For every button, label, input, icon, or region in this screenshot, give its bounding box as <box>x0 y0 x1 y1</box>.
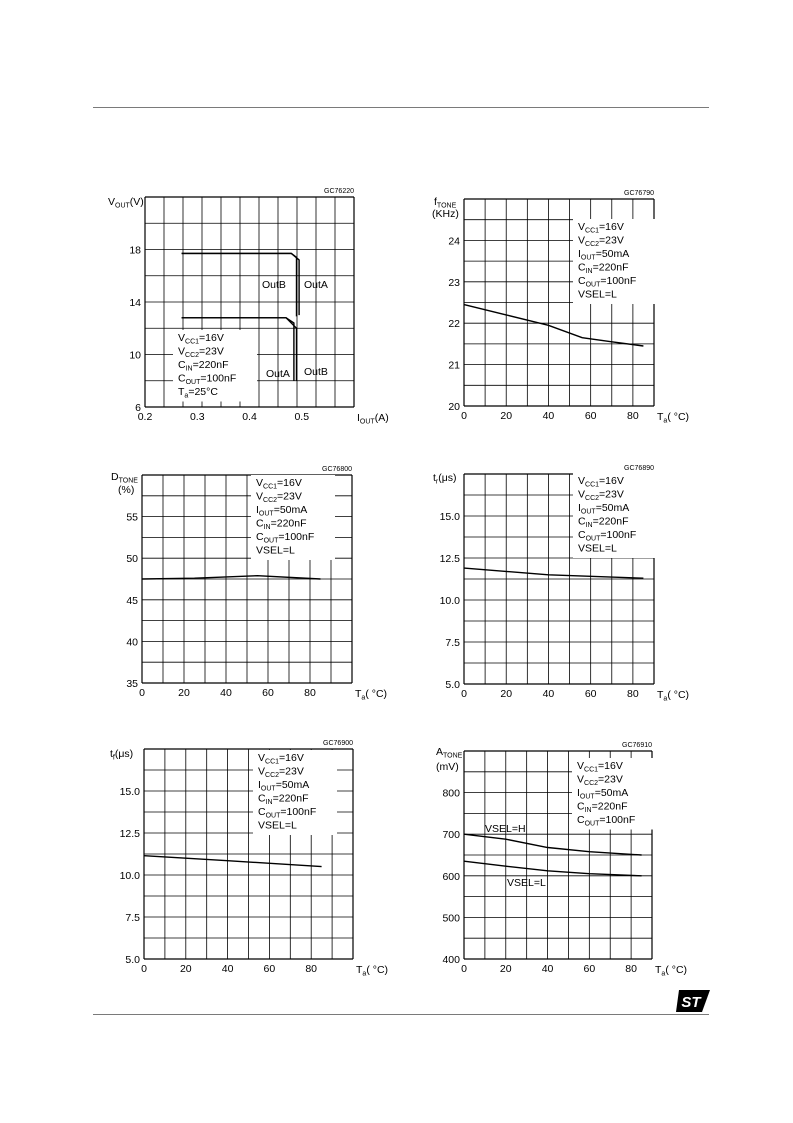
y-tick-label: 40 <box>126 636 138 649</box>
x-tick-label: 0.5 <box>294 411 310 423</box>
condition-text: $V_{CC2}=23V$ <box>577 773 623 787</box>
series-line-1 <box>464 834 642 855</box>
x-axis-label: $T_a$( °C) <box>657 689 690 703</box>
y-tick-label: 15.0 <box>439 511 460 523</box>
x-tick-label: 60 <box>584 688 597 700</box>
condition-text: $I_{OUT}=50mA$ <box>578 248 630 262</box>
y-tick-label: 700 <box>442 829 460 842</box>
y-tick-label: 18 <box>129 244 141 257</box>
y-tick-label: 5.0 <box>125 954 140 966</box>
condition-text: $C_{OUT}=100nF$ <box>258 806 317 820</box>
y-tick-label: 10.0 <box>439 595 460 607</box>
condition-text: $V_{CC1}=16V$ <box>178 332 224 346</box>
y-axis-unit: (%) <box>118 484 135 496</box>
condition-text: $C_{IN}=220nF$ <box>577 800 628 814</box>
chart-code-label: GC76790 <box>624 190 654 197</box>
y-axis-label: $D_{TONE}$ <box>111 471 138 485</box>
x-tick-label: 20 <box>178 687 190 699</box>
condition-text: $I_{OUT}=50mA$ <box>578 502 630 516</box>
condition-text: $V_{CC1}=16V$ <box>258 752 304 766</box>
condition-text: $C_{OUT}=100nF$ <box>578 529 637 543</box>
condition-text: $I_{OUT}=50mA$ <box>577 787 629 801</box>
y-axis-label: $V_{OUT}(V)$ <box>108 196 144 210</box>
y-tick-label: 23 <box>448 276 460 289</box>
condition-text: $C_{OUT}=100nF$ <box>578 275 637 289</box>
x-axis-label: $T_a$( °C) <box>657 411 690 425</box>
y-tick-label: 400 <box>442 954 460 966</box>
condition-text: VSEL=L <box>256 544 295 557</box>
y-tick-label: 35 <box>126 678 138 690</box>
x-tick-label: 80 <box>625 963 637 975</box>
y-tick-label: 500 <box>442 912 460 925</box>
x-tick-label: 0.4 <box>242 411 257 423</box>
condition-text: VSEL=L <box>578 542 617 555</box>
series-line-1 <box>464 305 643 346</box>
y-tick-label: 10.0 <box>119 870 140 882</box>
x-tick-label: 0 <box>141 963 147 975</box>
y-tick-label: 10 <box>129 349 141 362</box>
x-tick-label: 20 <box>500 688 513 700</box>
chart-code-label: GC76800 <box>322 466 352 473</box>
condition-text: $I_{OUT}=50mA$ <box>256 504 308 518</box>
chart-gc76790 <box>432 190 689 425</box>
condition-text: $C_{OUT}=100nF$ <box>178 372 237 386</box>
condition-text: $V_{CC2}=23V$ <box>578 234 624 248</box>
y-tick-label: 12.5 <box>119 828 140 840</box>
st-logo-text: ST <box>681 994 701 1011</box>
chart-gc76900 <box>110 740 388 978</box>
x-axis-label: $T_a$( °C) <box>356 964 389 978</box>
series-annotation: OutB <box>304 366 328 378</box>
condition-text: $V_{CC1}=16V$ <box>577 760 623 774</box>
x-tick-label: 40 <box>542 410 555 422</box>
x-tick-label: 0 <box>139 687 145 699</box>
chart-gc76910 <box>436 742 687 978</box>
series-annotation: OutA <box>266 368 290 380</box>
y-axis-label: $f_{TONE}$ <box>434 196 457 210</box>
y-axis-label: $A_{TONE}$ <box>436 746 463 760</box>
y-tick-label: 21 <box>448 359 460 372</box>
condition-text: $C_{IN}=220nF$ <box>578 261 629 275</box>
series-annotation: OutA <box>304 279 328 291</box>
y-tick-label: 7.5 <box>125 912 140 924</box>
condition-text: $T_a=25^\circ C$ <box>178 386 218 400</box>
x-tick-label: 60 <box>583 963 596 975</box>
y-tick-label: 5.0 <box>445 679 460 691</box>
condition-text: $V_{CC2}=23V$ <box>178 345 224 359</box>
condition-text: $V_{CC2}=23V$ <box>578 488 624 502</box>
series-line-2 <box>464 861 642 876</box>
st-logo <box>676 990 710 1012</box>
condition-text: $C_{IN}=220nF$ <box>258 792 309 806</box>
series-line-1 <box>464 568 643 578</box>
x-tick-label: 80 <box>304 687 316 699</box>
condition-text: $V_{CC1}=16V$ <box>256 477 302 491</box>
chart-code-label: GC76910 <box>622 742 652 749</box>
y-tick-label: 45 <box>126 594 138 607</box>
x-tick-label: 0 <box>461 688 467 700</box>
chart-code-label: GC76220 <box>324 188 354 195</box>
x-tick-label: 0 <box>461 410 467 422</box>
y-tick-label: 12.5 <box>439 553 460 565</box>
x-tick-label: 80 <box>627 688 639 700</box>
x-tick-label: 0 <box>461 963 467 975</box>
y-tick-label: 800 <box>442 787 460 800</box>
condition-text: $C_{IN}=220nF$ <box>256 517 307 531</box>
y-tick-label: 20 <box>448 401 460 413</box>
chart-gc76890 <box>433 465 689 703</box>
condition-text: $V_{CC2}=23V$ <box>256 490 302 504</box>
condition-text: $C_{OUT}=100nF$ <box>577 814 636 828</box>
series-line-1 <box>144 856 322 867</box>
x-tick-label: 0.2 <box>137 411 153 423</box>
condition-text: $C_{IN}=220nF$ <box>578 515 629 529</box>
x-axis-label: $T_a$( °C) <box>355 688 388 702</box>
x-tick-label: 80 <box>305 963 318 975</box>
series-annotation: OutB <box>262 279 286 291</box>
x-tick-label: 20 <box>499 963 512 975</box>
x-tick-label: 20 <box>500 410 513 422</box>
condition-text: $V_{CC1}=16V$ <box>578 221 624 235</box>
y-tick-label: 7.5 <box>445 637 460 649</box>
x-tick-label: 60 <box>262 687 274 699</box>
series-annotation: VSEL=H <box>485 823 526 835</box>
series-line-1 <box>142 576 321 579</box>
condition-text: $C_{OUT}=100nF$ <box>256 531 315 545</box>
x-tick-label: 0.3 <box>189 411 205 423</box>
series-annotation: VSEL=L <box>507 877 546 889</box>
y-tick-label: 55 <box>126 511 138 524</box>
y-tick-label: 22 <box>448 318 460 331</box>
x-axis-label: $T_a$( °C) <box>655 964 688 978</box>
condition-text: VSEL=L <box>578 288 617 301</box>
y-tick-label: 6 <box>135 402 141 414</box>
y-tick-label: 600 <box>442 870 460 883</box>
x-tick-label: 40 <box>542 688 555 700</box>
condition-text: $I_{OUT}=50mA$ <box>258 779 310 793</box>
y-tick-label: 24 <box>448 235 460 248</box>
x-axis-label: $I_{OUT}(A)$ <box>357 412 389 426</box>
y-axis-unit: (KHz) <box>432 208 459 220</box>
condition-text: $V_{CC2}=23V$ <box>258 765 304 779</box>
y-tick-label: 14 <box>129 297 141 309</box>
condition-text: $C_{IN}=220nF$ <box>178 359 229 373</box>
condition-text: $V_{CC1}=16V$ <box>578 475 624 489</box>
chart-gc76800 <box>111 466 387 702</box>
x-tick-label: 60 <box>584 410 597 422</box>
condition-text: VSEL=L <box>258 819 297 832</box>
chart-code-label: GC76890 <box>624 465 654 472</box>
x-tick-label: 60 <box>263 963 276 975</box>
x-tick-label: 40 <box>220 687 232 699</box>
x-tick-label: 40 <box>541 963 554 975</box>
y-axis-label: $t_f(\mu s)$ <box>110 748 134 762</box>
y-axis-label: $t_r(\mu s)$ <box>433 472 457 486</box>
x-tick-label: 40 <box>221 963 234 975</box>
y-tick-label: 50 <box>126 553 138 566</box>
x-tick-label: 80 <box>627 410 639 422</box>
chart-code-label: GC76900 <box>323 740 353 747</box>
chart-gc76220 <box>108 188 389 426</box>
y-tick-label: 15.0 <box>119 786 140 798</box>
x-tick-label: 20 <box>179 963 192 975</box>
y-axis-unit: (mV) <box>436 761 459 773</box>
